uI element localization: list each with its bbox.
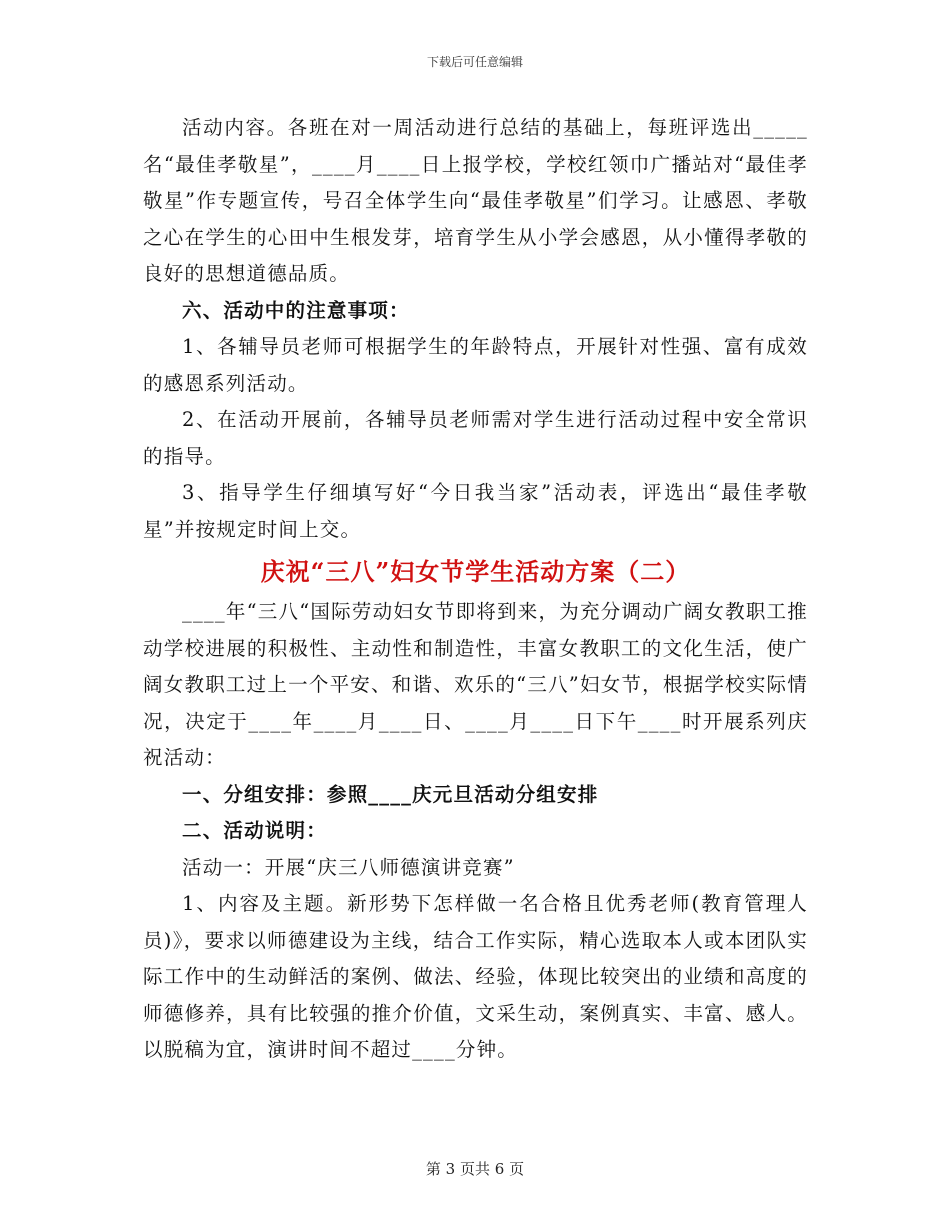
note-item-1: 1、各辅导员老师可根据学生的年龄特点，开展针对性强、富有成效的感恩系列活动。 [143, 335, 808, 395]
note-item-3: 3、指导学生仔细填写好“今日我当家”活动表，评选出“最佳孝敬星”并按规定时间上交。 [143, 481, 808, 541]
page-footer: 第 3 页共 6 页 [425, 1160, 525, 1178]
page-header: 下载后可任意编辑 [426, 55, 523, 69]
activity-one-line: 活动一：开展“庆三八师德演讲竞赛” [182, 855, 515, 879]
note-item-2: 2、在活动开展前，各辅导员老师需对学生进行活动过程中安全常识的指导。 [143, 408, 808, 468]
section-heading-notes: 六、活动中的注意事项： [182, 298, 410, 322]
document-title: 庆祝“三八”妇女节学生活动方案（二） [260, 557, 691, 586]
document-body [143, 110, 808, 1069]
intro-paragraph: ____年“三八“国际劳动妇女节即将到来，为充分调动广阔女教职工推动学校进展的积极性、主动性和制造性，丰富女教职工的文化生活，使广阔女教职工过上一个平安、和谐、欢乐的“三八”妇女节，根据学校实际情况，决定于____年____月____日、____月____日下午____时开展系列庆祝活动： [143, 600, 808, 769]
activity-content-paragraph: 活动内容。各班在对一周活动进行总结的基础上，每班评选出_____名“最佳孝敬星”，____月____日上报学校，学校红领巾广播站对“最佳孝敬星”作专题宣传，号召全体学生向“最佳孝敬星”们学习。让感恩、孝敬之心在学生的心田中生根发芽，培育学生从小学会感恩，从小懂得孝敬的良好的思想道德品质。 [143, 116, 808, 285]
content-theme-paragraph: 1、内容及主题。新形势下怎样做一名合格且优秀老师(教育管理人员)》，要求以师德建设为主线，结合工作实际，精心选取本人或本团队实际工作中的生动鲜活的案例、做法、经验，体现比较突出的业绩和高度的师德修养，具有比较强的推介价值，文采生动，案例真实、丰富、感人。以脱稿为宜，演讲时间不超过____分钟。 [143, 892, 808, 1061]
section-heading-description: 二、活动说明： [182, 819, 327, 842]
section-heading-grouping: 一、分组安排：参照____庆元旦活动分组安排 [182, 782, 599, 806]
